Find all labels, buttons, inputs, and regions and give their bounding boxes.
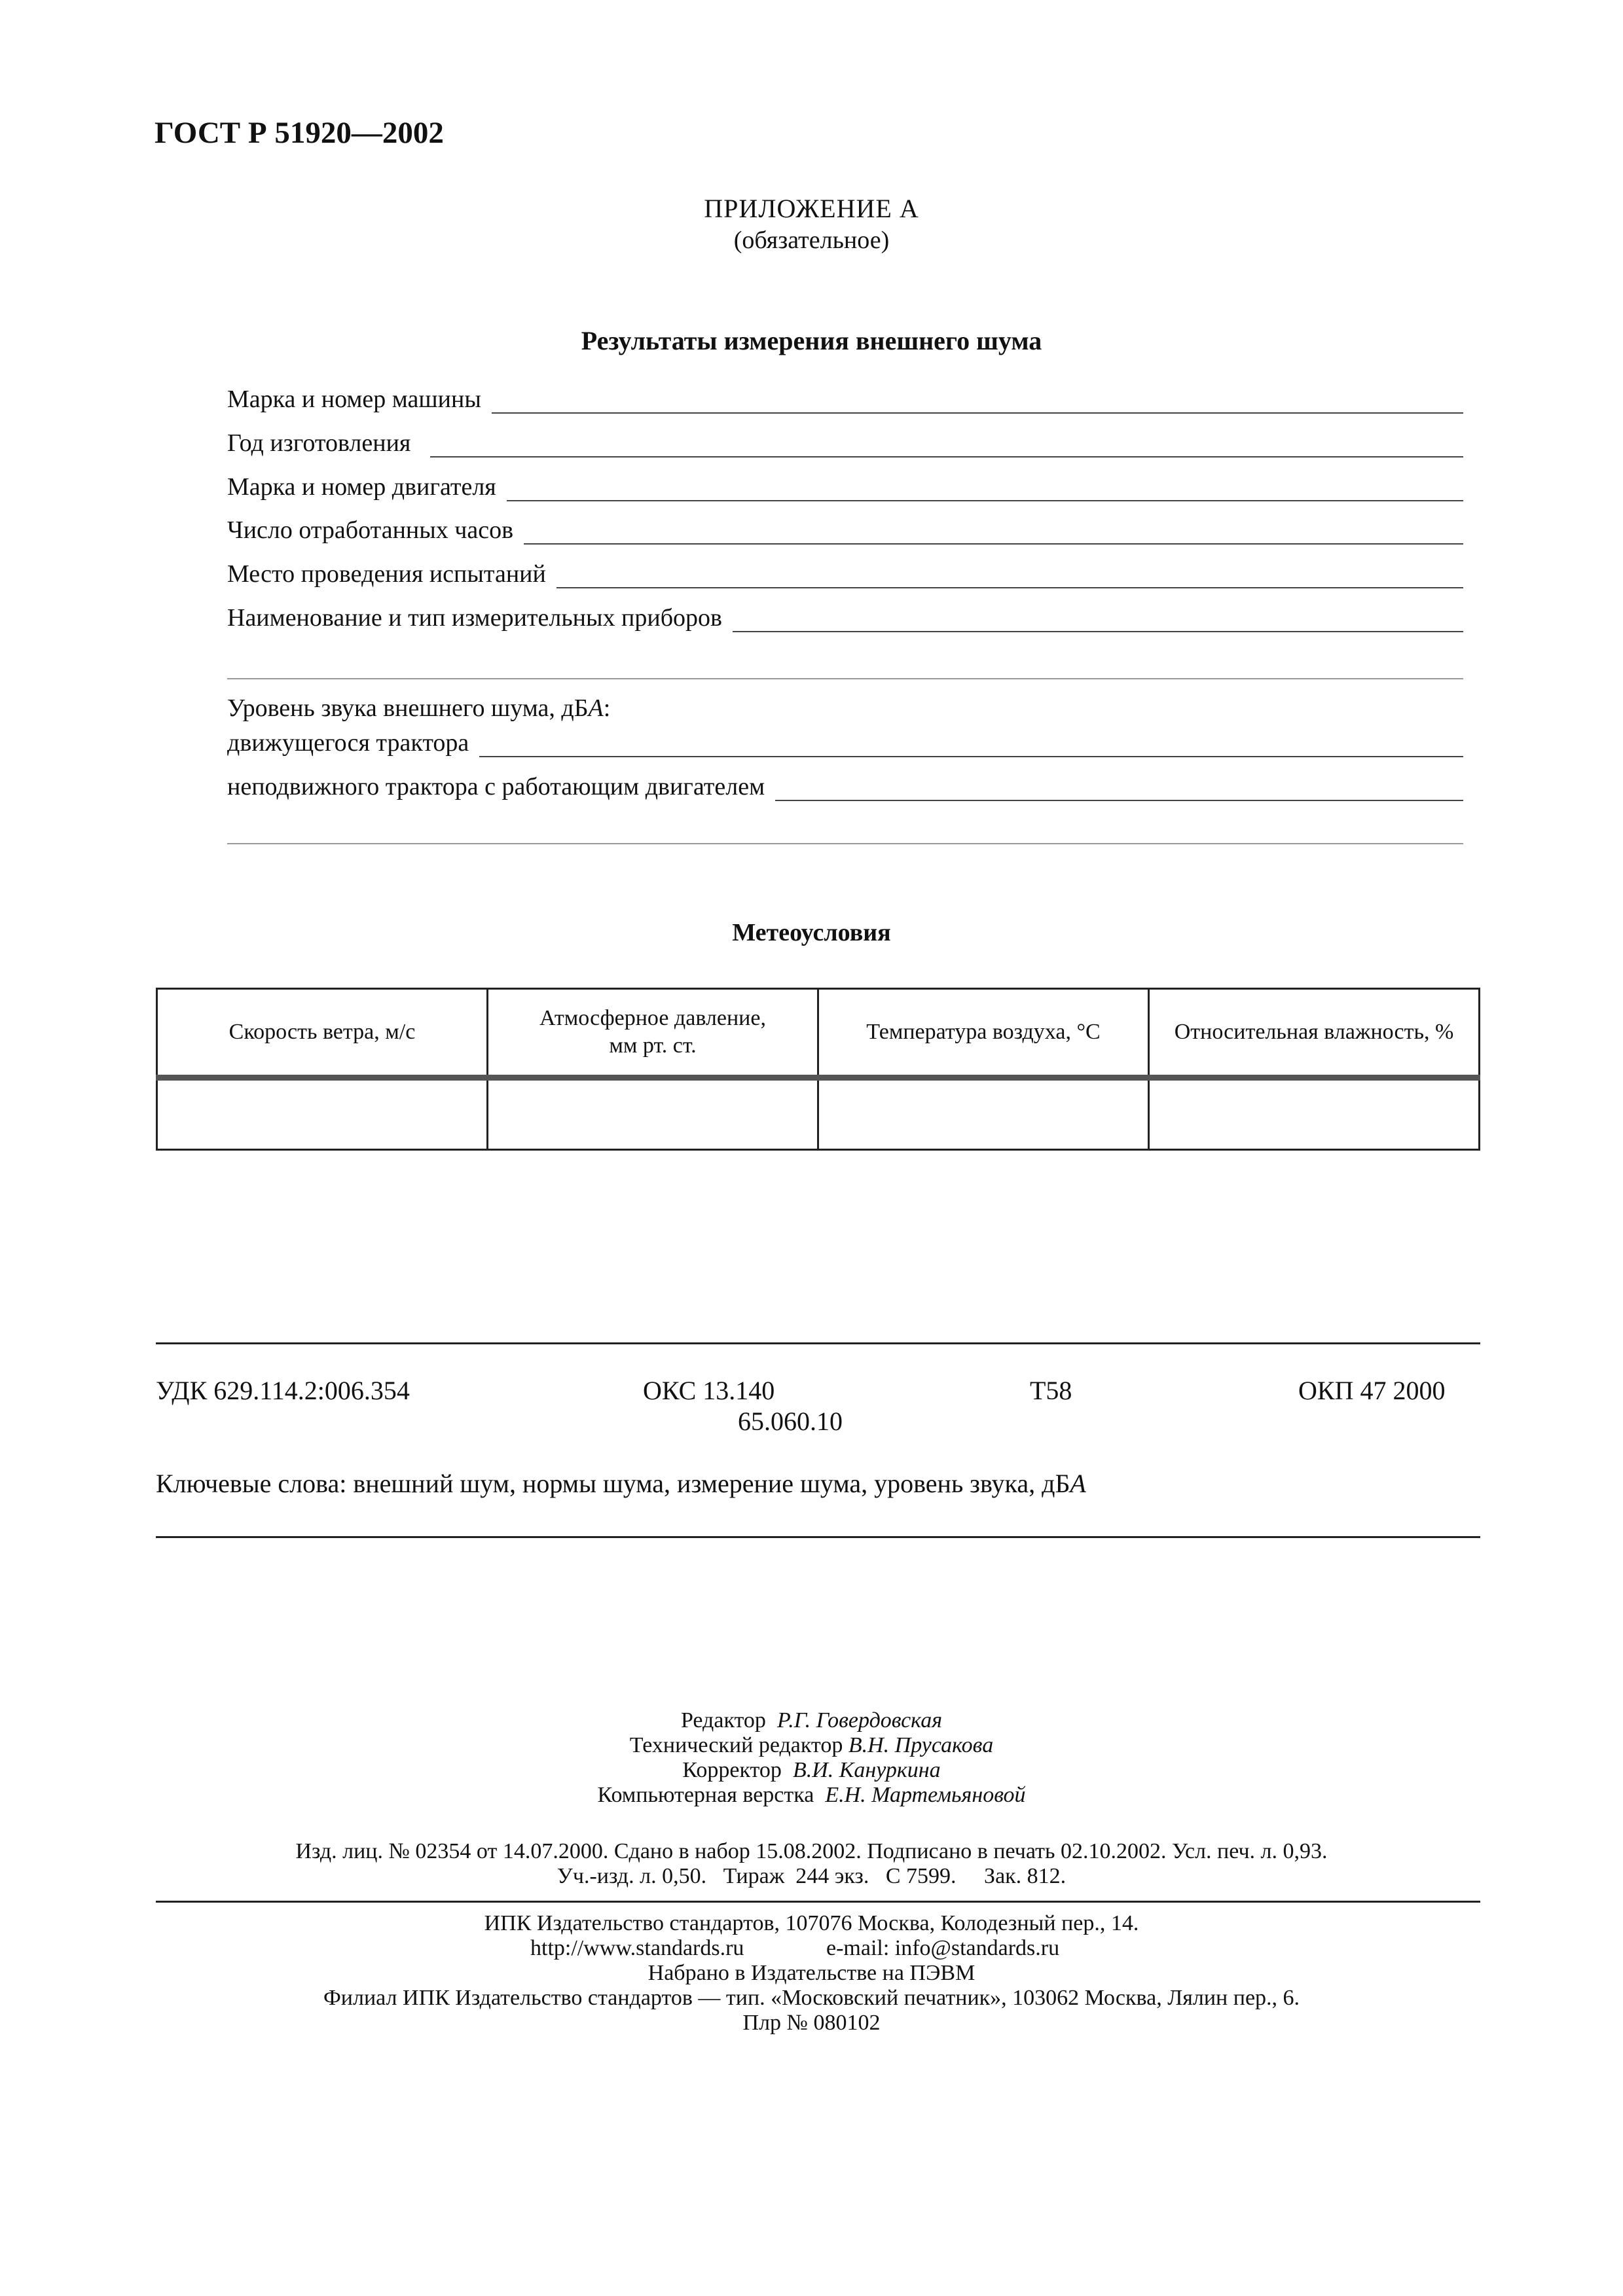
typeset-note: Набрано в Издательстве на ПЭВМ	[647, 1961, 976, 1985]
divider	[156, 1536, 1480, 1538]
credit-editor	[0, 1708, 1623, 1733]
fill-line[interactable]	[775, 778, 1463, 801]
field-hours[interactable]	[227, 516, 1463, 545]
field-engine[interactable]	[227, 473, 1463, 501]
field-label: Число отработанных часов	[227, 516, 514, 544]
field-moving-tractor[interactable]	[227, 728, 1463, 757]
imprint-line-2: Уч.-изд. л. 0,50. Тираж 244 экз. С 7599. Зак. 812.	[556, 1864, 1067, 1888]
field-label: движущегося трактора	[227, 729, 469, 757]
keywords-unit: А	[1070, 1469, 1086, 1498]
okp-code: ОКП 47 2000	[1298, 1376, 1446, 1405]
col-pressure: Атмосферное давление, мм рт. ст.	[488, 989, 818, 1078]
fill-line[interactable]	[556, 565, 1463, 588]
meteo-title: Метеоусловия	[732, 919, 891, 946]
meteo-data-row[interactable]	[157, 1078, 1480, 1150]
field-label: Марка и номер двигателя	[227, 473, 496, 501]
credit-tech-editor	[0, 1733, 1623, 1758]
field-label: Место проведения испытаний	[227, 560, 546, 588]
publisher-email[interactable]: e-mail: info@standards.ru	[826, 1936, 1060, 1960]
divider	[156, 1342, 1480, 1344]
oks-code-2: 65.060.10	[738, 1407, 843, 1436]
blank-line[interactable]	[227, 843, 1463, 844]
branch: Филиал ИПК Издательство стандартов — тип. «Московский печатник», 103062 Москва, Лялин пер., 6.	[323, 1986, 1300, 2010]
field-stationary-tractor[interactable]	[227, 772, 1463, 801]
plr-number: Плр № 080102	[742, 2011, 881, 2035]
cell-pressure[interactable]	[488, 1078, 818, 1150]
field-label: Марка и номер машины	[227, 386, 481, 413]
publisher-web[interactable]: http://www.standards.ru	[530, 1936, 744, 1960]
field-year[interactable]	[227, 429, 1463, 457]
fill-line[interactable]	[479, 734, 1463, 757]
divider	[156, 1901, 1480, 1903]
col-humidity: Относительная влажность, %	[1149, 989, 1480, 1078]
appendix-title: ПРИЛОЖЕНИЕ А	[704, 194, 919, 223]
appendix-subtitle: (обязательное)	[733, 226, 890, 254]
credit-name: В.И. Кануркина	[792, 1758, 941, 1782]
fill-line[interactable]	[430, 434, 1463, 457]
credit-name: В.Н. Прусакова	[848, 1733, 994, 1757]
noise-heading-text: Уровень звука внешнего шума, дБ	[227, 694, 589, 722]
cell-wind-speed[interactable]	[157, 1078, 488, 1150]
fill-line[interactable]	[507, 478, 1463, 501]
fill-line[interactable]	[492, 390, 1463, 414]
cell-humidity[interactable]	[1149, 1078, 1480, 1150]
field-instruments[interactable]	[227, 603, 1463, 632]
noise-heading-unit: А	[588, 694, 604, 722]
keywords	[156, 1468, 1086, 1499]
fill-line[interactable]	[524, 521, 1463, 545]
credit-layout	[0, 1783, 1623, 1808]
field-label: неподвижного трактора с работающим двигателем	[227, 773, 765, 800]
standard-number: ГОСТ Р 51920—2002	[155, 116, 444, 150]
field-label: Наименование и тип измерительных приборов	[227, 604, 722, 632]
col-wind-speed: Скорость ветра, м/с	[157, 989, 488, 1078]
noise-heading-tail: :	[603, 694, 611, 722]
field-machine[interactable]	[227, 385, 1463, 414]
credit-name: Р.Г. Говердовская	[776, 1708, 943, 1732]
imprint-line-1: Изд. лиц. № 02354 от 14.07.2000. Сдано в набор 15.08.2002. Подписано в печать 02.10.2002. Усл. печ. л. 0,93.	[295, 1839, 1328, 1863]
section-title: Результаты измерения внешнего шума	[581, 326, 1042, 355]
credit-label: Компьютерная верстка	[597, 1783, 814, 1807]
fill-line[interactable]	[733, 609, 1463, 632]
blank-line[interactable]	[227, 678, 1463, 679]
udk-code: УДК 629.114.2:006.354	[156, 1376, 410, 1405]
keywords-text: Ключевые слова: внешний шум, нормы шума, измерение шума, уровень звука, дБ	[156, 1469, 1070, 1498]
oks-code: ОКС 13.140	[643, 1376, 775, 1405]
credit-label: Корректор	[682, 1758, 782, 1782]
credit-label: Редактор	[680, 1708, 766, 1732]
credit-name: Е.Н. Мартемьяновой	[825, 1783, 1026, 1807]
t-code: Т58	[1030, 1376, 1072, 1405]
meteo-header-row	[157, 989, 1480, 1078]
field-test-site[interactable]	[227, 560, 1463, 588]
col-temperature: Температура воздуха, °С	[818, 989, 1149, 1078]
credit-corrector	[0, 1758, 1623, 1783]
noise-heading	[227, 694, 610, 723]
cell-temperature[interactable]	[818, 1078, 1149, 1150]
publisher: ИПК Издательство стандартов, 107076 Москва, Колодезный пер., 14.	[484, 1911, 1139, 1935]
field-label: Год изготовления	[227, 429, 411, 457]
meteo-table	[156, 988, 1480, 1151]
credit-label: Технический редактор	[629, 1733, 843, 1757]
